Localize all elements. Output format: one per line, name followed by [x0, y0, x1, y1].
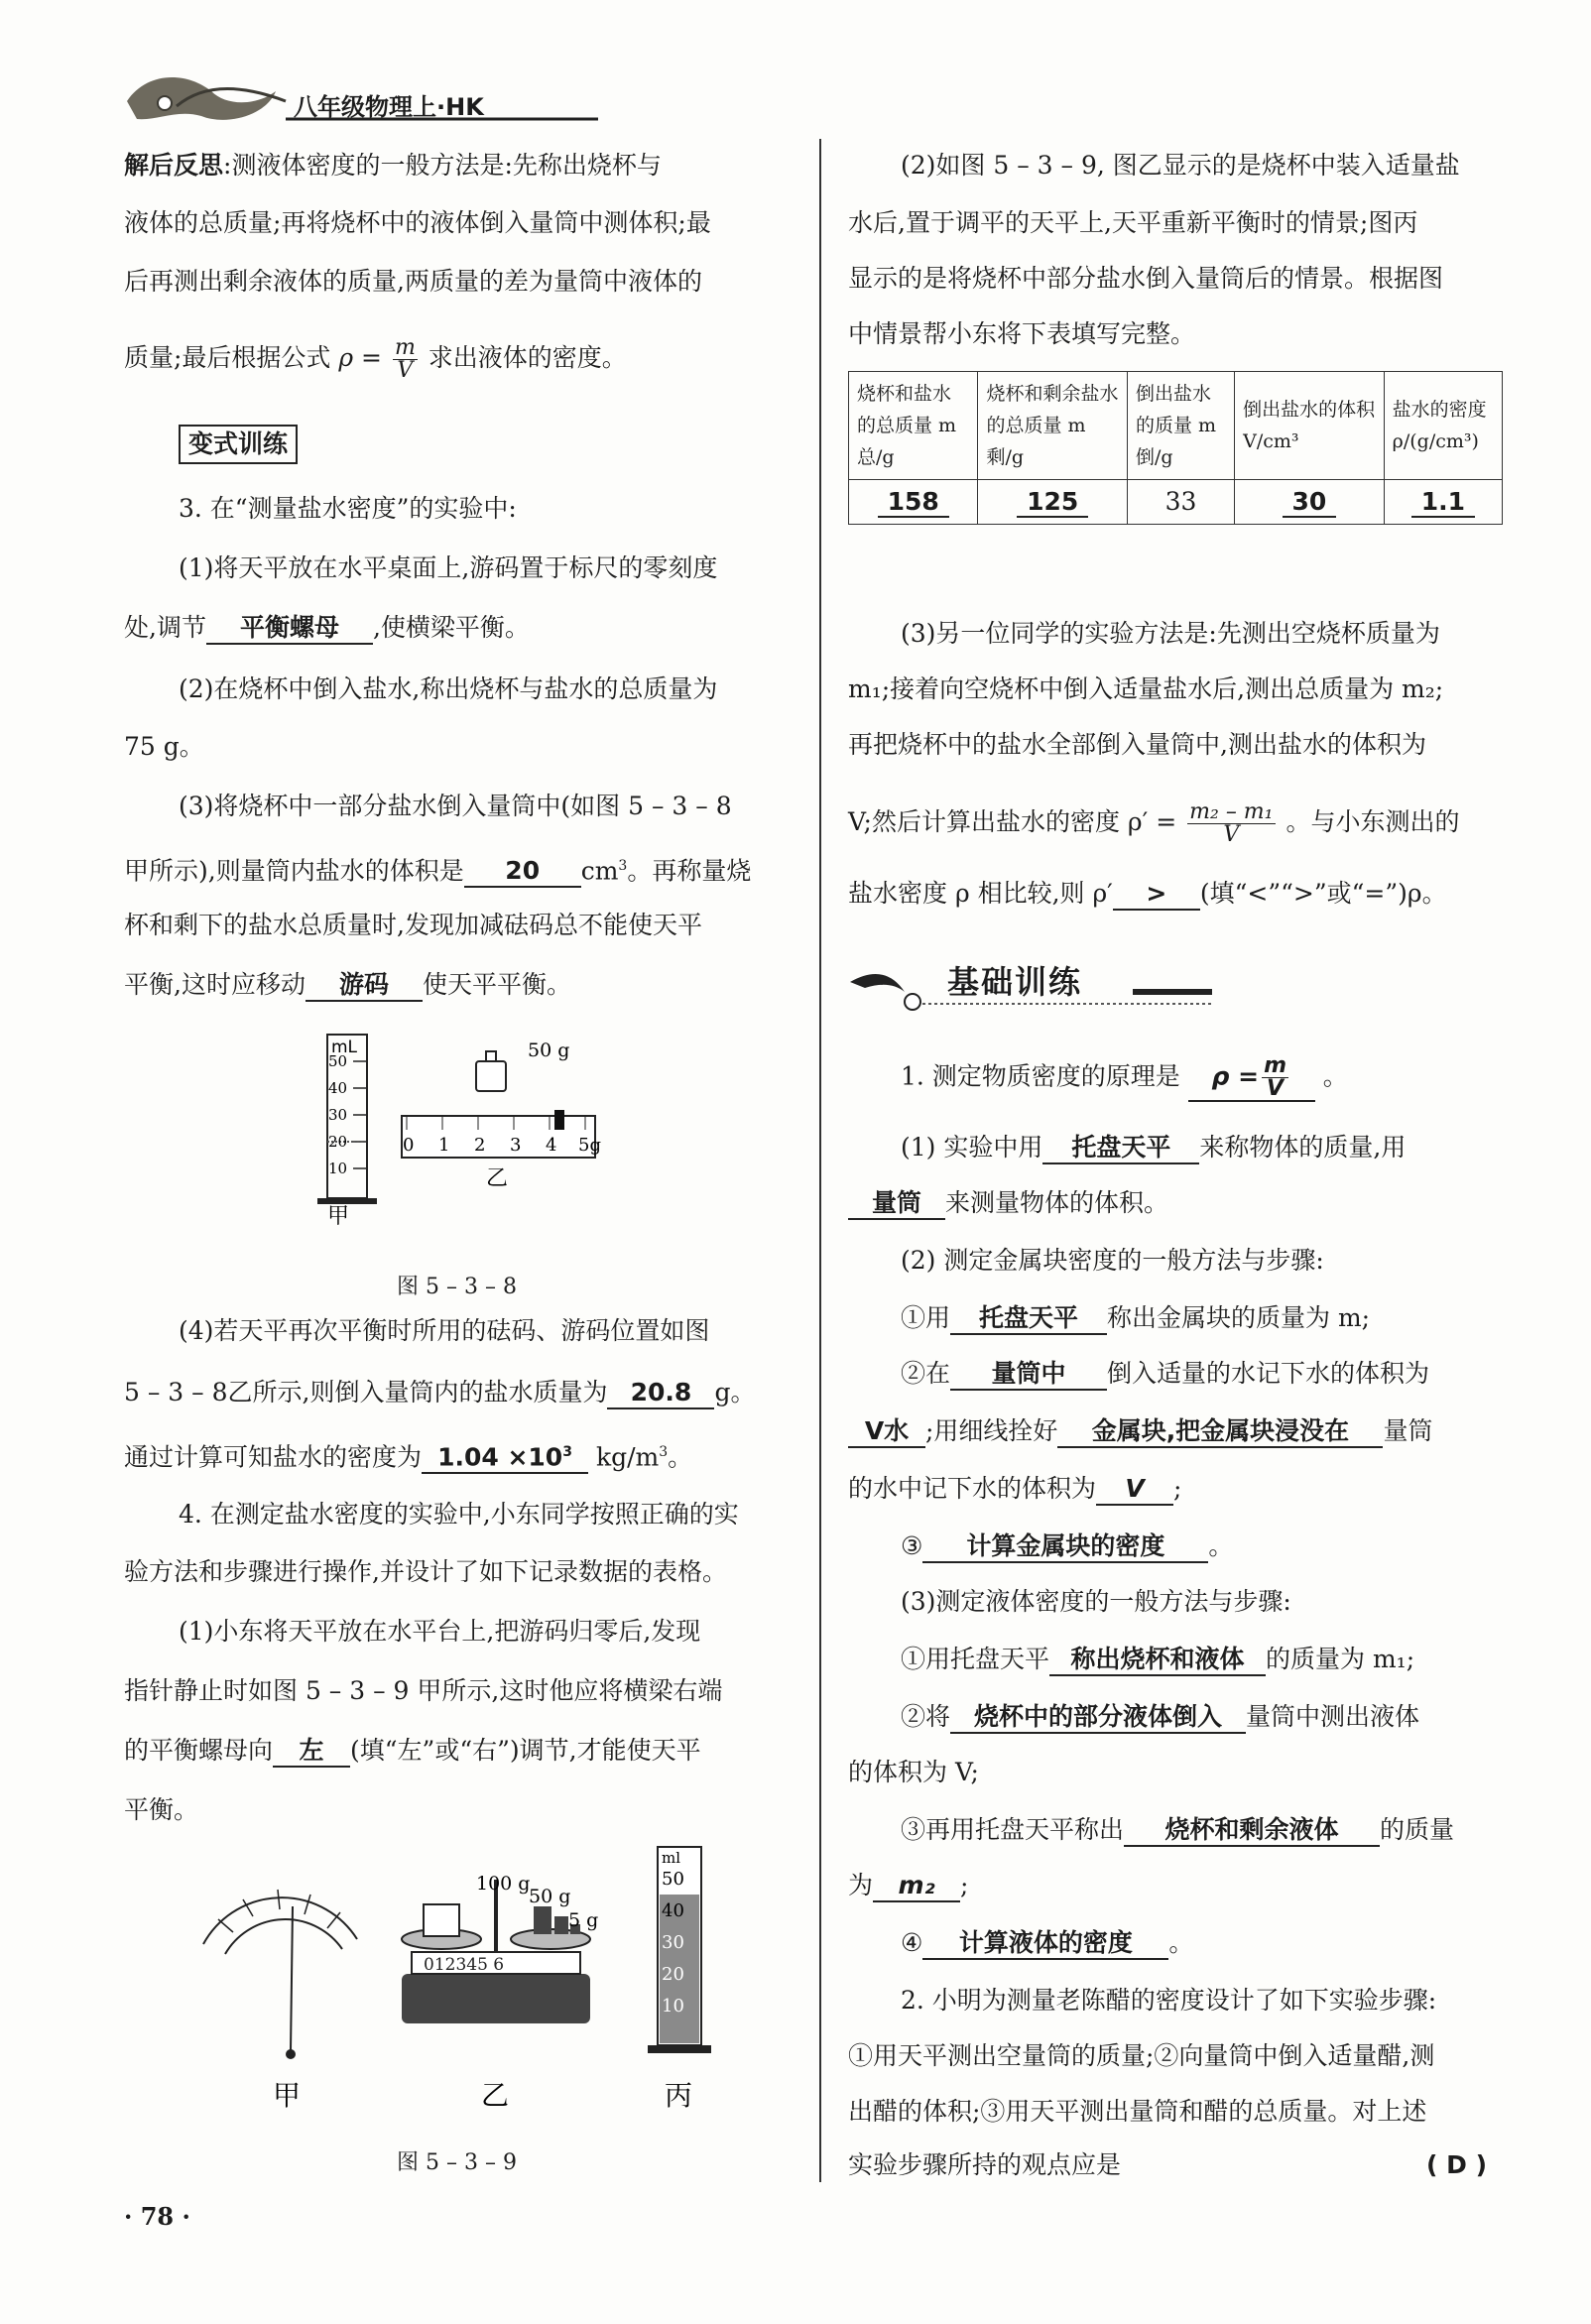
cylinder-unit: ml — [662, 1849, 681, 1867]
b1-3-step-3: ③再用托盘天平称出 烧杯和剩余液体 的质量 — [901, 1813, 1454, 1847]
q3-3-line-4: 平衡,这时应移动 游码 使天平平衡。 — [124, 968, 571, 1002]
rider-scale — [402, 1116, 595, 1158]
answer-blank: > — [1113, 879, 1200, 911]
cyl-tick: 30 — [328, 1106, 348, 1124]
label-bing: 丙 — [665, 2079, 693, 2112]
table-cell: 30 — [1235, 480, 1385, 525]
figure-5-3-9 — [193, 1845, 749, 2113]
cylinder-unit: mL — [331, 1038, 358, 1057]
table-row — [849, 480, 1503, 525]
answer-blank: V水 — [848, 1416, 925, 1448]
scale-tick: 0 — [403, 1135, 415, 1156]
rider — [554, 1110, 564, 1130]
table-cell: 1.1 — [1384, 480, 1502, 525]
q4-3-line-2: m₁;接着向空烧杯中倒入适量盐水后,测出总质量为 m₂; — [848, 674, 1444, 703]
weight-label: 5 g — [568, 1909, 599, 1931]
b2-line-1: 2. 小明为测量老陈醋的密度设计了如下实验步骤: — [901, 1986, 1437, 2015]
b1-2-step-1: ①用 托盘天平 称出金属块的质量为 m; — [901, 1301, 1370, 1335]
table-cell: 158 — [849, 480, 978, 525]
answer-blank: 烧杯和剩余液体 — [1124, 1815, 1380, 1847]
table-header-cell: 盐水的密度 ρ/(g/cm³) — [1384, 372, 1502, 480]
table-header-cell: 倒出盐水的体积V/cm³ — [1235, 372, 1385, 480]
column-divider — [819, 139, 821, 2182]
b1-2-step-2-cont: V水 ;用细线拴好 金属块,把金属块浸没在 量筒 — [848, 1414, 1432, 1448]
b1-1-line-2: 量筒 来测量物体的体积。 — [848, 1186, 1168, 1220]
q3-title: 3. 在“测量盐水密度”的实验中: — [179, 494, 517, 523]
answer-blank: 20 — [464, 856, 581, 888]
pointer — [291, 1906, 293, 2051]
label-yi: 乙 — [486, 1166, 509, 1191]
reflection-line-2: 液体的总质量;再将烧杯中的液体倒入量筒中测体积;最 — [124, 208, 711, 237]
weight-label: 100 g — [476, 1873, 531, 1895]
answer-blank: 平衡螺母 — [206, 613, 373, 645]
cyl-tick: 30 — [662, 1932, 684, 1953]
q4-1-line-3: 的平衡螺母向 左 (填“左”或“右”)调节,才能使天平 — [124, 1734, 701, 1768]
q3-3-line-3: 杯和剩下的盐水总质量时,发现加减砝码总不能使天平 — [124, 911, 702, 939]
cyl-tick: 40 — [328, 1079, 348, 1097]
answer-blank: 量筒中 — [950, 1359, 1107, 1391]
reflection-line-3: 后再测出剩余液体的质量,两质量的差为量筒中液体的 — [124, 267, 702, 296]
b2-answer: ( D ) — [1426, 2150, 1488, 2179]
record-table — [848, 371, 1503, 525]
balance-scale: 012345 6 — [424, 1955, 505, 1975]
q4-3-line-1: (3)另一位同学的实验方法是:先测出空烧杯质量为 — [901, 619, 1440, 648]
q4-2-line-3: 显示的是将烧杯中部分盐水倒入量筒后的情景。根据图 — [848, 264, 1444, 293]
b1-3-step-4: ④ 计算液体的密度 。 — [901, 1926, 1193, 1960]
q3-4-line-2: 5 – 3 – 8乙所示,则倒入量筒内的盐水质量为 20.8 g。 — [124, 1376, 755, 1409]
answer-blank: 烧杯中的部分液体倒入 — [950, 1702, 1246, 1734]
q3-4-line-1: (4)若天平再次平衡时所用的砝码、游码位置如图 — [179, 1316, 710, 1345]
b1-3-step-2-cont: 的体积为 V; — [848, 1758, 979, 1786]
table-header-row — [849, 372, 1503, 480]
answer-blank: 称出烧杯和液体 — [1049, 1645, 1266, 1676]
q3-1-line-2: 处,调节 平衡螺母 ,使横梁平衡。 — [124, 611, 530, 645]
cyl-tick: 20 — [328, 1133, 348, 1151]
cyl-tick: 20 — [662, 1964, 684, 1985]
beaker — [424, 1904, 459, 1936]
q4-2-line-2: 水后,置于调平的天平上,天平重新平衡时的情景;图丙 — [848, 208, 1418, 237]
answer-blank: 计算金属块的密度 — [922, 1531, 1208, 1563]
b2-line-2: ①用天平测出空量筒的质量;②向量筒中倒入适量醋,测 — [848, 2041, 1435, 2070]
label-jia: 甲 — [273, 2079, 302, 2112]
cyl-tick: 40 — [662, 1900, 684, 1921]
answer-blank: 游码 — [306, 970, 423, 1002]
cyl-tick: 50 — [328, 1052, 348, 1070]
q3-2-line-1: (2)在烧杯中倒入盐水,称出烧杯与盐水的总质量为 — [179, 674, 718, 703]
figure-5-3-9-caption: 图 5 – 3 – 9 — [397, 2150, 517, 2175]
answer-blank: 20.8 — [607, 1378, 714, 1409]
q4-2-line-1: (2)如图 5 – 3 – 9, 图乙显示的是烧杯中装入适量盐 — [901, 151, 1460, 180]
table-header-cell: 倒出盐水的质量 m倒/g — [1127, 372, 1234, 480]
scale-tick: 4 — [546, 1135, 557, 1156]
answer-blank: 金属块,把金属块浸没在 — [1057, 1416, 1383, 1448]
scale-tick: 3 — [510, 1135, 522, 1156]
scale-tick: 5g — [578, 1135, 601, 1156]
figure-5-3-8-caption: 图 5 – 3 – 8 — [397, 1275, 517, 1299]
q4-3-line-5: 盐水密度 ρ 相比较,则 ρ′ > (填“<”“>”或“=”)ρ。 — [848, 877, 1447, 911]
q4-1-line-4: 平衡。 — [124, 1795, 199, 1824]
answer-blank: V — [1096, 1474, 1173, 1506]
balance-base — [402, 1974, 590, 2023]
cyl-tick: 10 — [328, 1160, 348, 1177]
cyl-tick: 50 — [662, 1869, 684, 1890]
answer-blank: 托盘天平 — [950, 1303, 1107, 1335]
b1-line-1: 1. 测定物质密度的原理是 ρ = $\frac{m}{V}$ 。 — [901, 1053, 1348, 1101]
answer-blank: 左 — [273, 1736, 350, 1768]
q4-2-line-4: 中情景帮小东将下表填写完整。 — [848, 319, 1196, 348]
header-title: 八年级物理上·HK — [294, 93, 484, 121]
answer-blank: m₂ — [873, 1871, 960, 1902]
scale-tick: 1 — [438, 1135, 450, 1156]
table-cell: 33 — [1127, 480, 1234, 525]
weight-label: 50 g — [528, 1040, 570, 1061]
q3-2-line-2: 75 g。 — [124, 732, 204, 761]
b1-3-step-1: ①用托盘天平 称出烧杯和液体 的质量为 m₁; — [901, 1643, 1414, 1676]
basic-training-title: 基础训练 — [947, 963, 1083, 1001]
weight-50g — [476, 1061, 506, 1091]
reflection-line-4: 质量;最后根据公式 ρ = $\frac{m}{V}$ 求出液体的密度。 — [124, 335, 627, 383]
label-jia: 甲 — [327, 1204, 350, 1225]
b1-2-step-2: ②在 量筒中 倒入适量的水记下水的体积为 — [901, 1357, 1429, 1391]
q3-3-line-1: (3)将烧杯中一部分盐水倒入量筒中(如图 5 – 3 – 8 — [179, 792, 732, 820]
table-cell: 125 — [978, 480, 1128, 525]
label-yi: 乙 — [481, 2079, 510, 2112]
q4-line-2: 验方法和步骤进行操作,并设计了如下记录数据的表格。 — [124, 1557, 727, 1586]
b1-2-step-2-end: 的水中记下水的体积为 V ; — [848, 1472, 1181, 1506]
answer-blank: 计算液体的密度 — [922, 1928, 1168, 1960]
b1-3-step-2: ②将 烧杯中的部分液体倒入 量筒中测出液体 — [901, 1700, 1419, 1734]
b1-3-title: (3)测定液体密度的一般方法与步骤: — [901, 1587, 1291, 1616]
table-header-cell: 烧杯和盐水的总质量 m总/g — [849, 372, 978, 480]
answer-blank: 量筒 — [848, 1188, 945, 1220]
q3-1-line-1: (1)将天平放在水平桌面上,游码置于标尺的零刻度 — [179, 553, 718, 582]
q4-3-line-4: V;然后计算出盐水的密度 ρ′ = $\frac{\text{m₂ – m₁}}{V}$ 。与小东测出的 — [848, 799, 1460, 847]
answer-blank: $1.04 \times 10^3$ — [422, 1437, 588, 1474]
answer-blank: 托盘天平 — [1042, 1133, 1199, 1164]
page-number: · 78 · — [124, 2202, 190, 2231]
b1-2-step-3: ③ 计算金属块的密度 。 — [901, 1529, 1233, 1563]
q4-1-line-2: 指针静止时如图 5 – 3 – 9 甲所示,这时他应将横梁右端 — [124, 1676, 723, 1705]
q4-line-1: 4. 在测定盐水密度的实验中,小东同学按照正确的实 — [179, 1500, 739, 1529]
b1-1-line-1: (1) 实验中用 托盘天平 来称物体的质量,用 — [901, 1131, 1406, 1164]
reflection-line-1: 解后反思:测液体密度的一般方法是:先称出烧杯与 — [124, 151, 662, 180]
figure-5-3-8 — [298, 1027, 615, 1225]
weight-label: 50 g — [529, 1886, 571, 1907]
b2-line-4: 实验步骤所持的观点应是 — [848, 2150, 1122, 2179]
b2-line-3: 出醋的体积;③用天平测出量筒和醋的总质量。对上述 — [848, 2097, 1427, 2126]
scale-tick: 2 — [474, 1135, 486, 1156]
q3-4-line-3: 通过计算可知盐水的密度为 $1.04 \times 10^3$ $kg/m^3$。 — [124, 1435, 692, 1474]
cyl-tick: 10 — [662, 1996, 684, 2017]
b1-2-title: (2) 测定金属块密度的一般方法与步骤: — [901, 1246, 1324, 1275]
q4-3-line-3: 再把烧杯中的盐水全部倒入量筒中,测出盐水的体积为 — [848, 730, 1426, 759]
q4-1-line-1: (1)小东将天平放在水平台上,把游码归零后,发现 — [179, 1617, 701, 1646]
q3-3-line-2: 甲所示),则量筒内盐水的体积是 20 $cm^3$。再称量烧 — [124, 849, 751, 888]
table-header-cell: 烧杯和剩余盐水的总质量 m剩/g — [978, 372, 1128, 480]
b1-3-step-3-cont: 为 m₂ ; — [848, 1869, 968, 1902]
variant-training-label: 变式训练 — [179, 425, 298, 464]
